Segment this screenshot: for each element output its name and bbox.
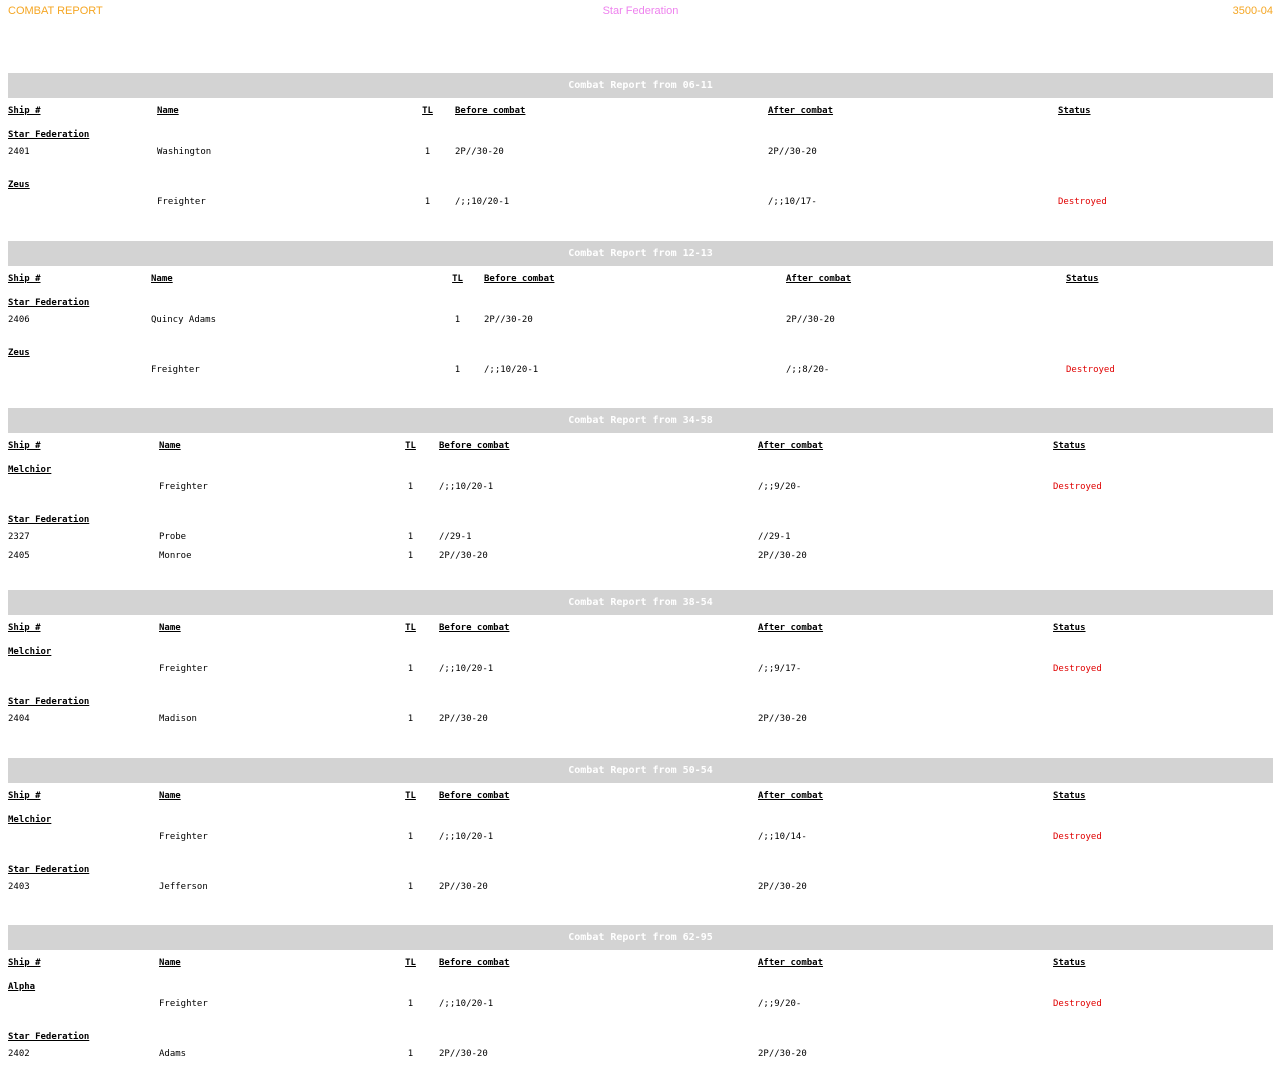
cell-status: Destroyed [1053,832,1102,842]
faction-name: Star Federation [8,298,90,308]
spacer-row [8,332,1273,342]
spacer-cell [8,332,1273,342]
cell-status: Destroyed [1053,482,1102,492]
cell-after: /;;9/20- [758,999,802,1009]
cell-after: 2P//30-20 [758,714,807,724]
column-header-before: Before combat [439,958,510,968]
cell-before: /;;10/20-1 [455,197,510,207]
cell-before: 2P//30-20 [439,714,488,724]
table-row [8,992,1273,1016]
faction-name: Star Federation [8,1032,90,1042]
cell-ship: 2404 [8,714,30,724]
table-row [8,140,1273,164]
cell-ship: 2405 [8,551,30,561]
report-title: Combat Report from 50-54 [8,758,1273,783]
cell-after: 2P//30-20 [768,147,817,157]
cell-ship: 2403 [8,882,30,892]
faction-name: Star Federation [8,697,90,707]
faction-name: Star Federation [8,865,90,875]
spacer-row [8,499,1273,509]
table-header-row [8,266,1273,292]
table-header-row [8,615,1273,641]
cell-tl: 1 [424,197,431,207]
cell-before: 2P//30-20 [439,882,488,892]
faction-row [8,691,1273,707]
report-title: Combat Report from 34-58 [8,408,1273,433]
cell-name: Freighter [159,664,208,674]
faction-title: Star Federation [602,5,679,17]
cell-status: Destroyed [1053,999,1102,1009]
cell-before: /;;10/20-1 [439,482,494,492]
column-header-before: Before combat [439,791,510,801]
cell-tl: 1 [407,882,414,892]
cell-before: /;;10/20-1 [439,664,494,674]
faction-name: Zeus [8,348,30,358]
cell-ship: 2406 [8,315,30,325]
spacer-cell [8,849,1273,859]
cell-status [1053,525,1273,549]
cell-before: 2P//30-20 [439,1049,488,1059]
cell-after: 2P//30-20 [758,551,807,561]
cell-name: Freighter [157,197,206,207]
cell-tl: 1 [407,532,414,542]
cell-after: /;;10/14- [758,832,807,842]
faction-row [8,292,1273,308]
cell-tl: 1 [407,551,414,561]
table-header-row [8,98,1273,124]
cell-ship [8,358,151,382]
cell-status: Destroyed [1058,197,1107,207]
column-header-tl: TL [405,958,416,968]
cell-ship [8,190,157,214]
table-row [8,1042,1273,1066]
combat-table [8,783,1273,899]
column-header-after: After combat [768,106,834,116]
report-title: Combat Report from 62-95 [8,925,1273,950]
table-header-row [8,433,1273,459]
faction-name: Star Federation [8,130,90,140]
column-header-ship: Ship # [8,958,41,968]
faction-name: Melchior [8,815,52,825]
page-header [8,5,1273,21]
cell-tl: 1 [454,315,461,325]
cell-ship [8,825,159,849]
cell-tl: 1 [424,147,431,157]
column-header-ship: Ship # [8,274,41,284]
cell-name: Washington [157,147,212,157]
cell-tl: 1 [407,999,414,1009]
faction-row [8,174,1273,190]
column-header-tl: TL [422,106,433,116]
cell-ship: 2401 [8,147,30,157]
cell-name: Freighter [159,999,208,1009]
cell-ship: 2402 [8,1049,30,1059]
column-header-tl: TL [405,791,416,801]
cell-name: Quincy Adams [151,315,217,325]
cell-tl: 1 [407,832,414,842]
faction-name: Alpha [8,982,36,992]
column-header-ship: Ship # [8,106,41,116]
cell-name: Monroe [159,551,192,561]
column-header-name: Name [159,958,181,968]
cell-status [1053,1042,1273,1066]
table-row [8,657,1273,681]
cell-after: /;;10/17- [768,197,817,207]
column-header-before: Before combat [484,274,555,284]
table-row [8,190,1273,214]
cell-ship [8,657,159,681]
cell-after: 2P//30-20 [758,1049,807,1059]
table-row [8,308,1273,332]
cell-name: Probe [159,532,187,542]
column-header-status: Status [1066,274,1099,284]
cell-status [1058,140,1273,164]
column-header-after: After combat [758,623,824,633]
faction-row [8,124,1273,140]
table-header-row [8,783,1273,809]
report-title: Combat Report from 12-13 [8,241,1273,266]
column-header-before: Before combat [439,441,510,451]
combat-report [8,241,1273,382]
column-header-status: Status [1053,791,1086,801]
cell-after: //29-1 [758,532,791,542]
combat-report [8,73,1273,214]
spacer-cell [8,164,1273,174]
cell-status [1053,549,1273,563]
faction-row [8,809,1273,825]
table-row [8,707,1273,731]
column-header-ship: Ship # [8,441,41,451]
cell-ship [8,475,159,499]
column-header-after: After combat [786,274,852,284]
cell-tl: 1 [407,482,414,492]
table-row [8,525,1273,549]
faction-name: Zeus [8,180,30,190]
cell-status: Destroyed [1066,365,1115,375]
cell-after: 2P//30-20 [786,315,835,325]
table-row [8,549,1273,563]
combat-report [8,408,1273,563]
column-header-status: Status [1058,106,1091,116]
cell-status [1053,707,1273,731]
cell-after: /;;9/20- [758,482,802,492]
column-header-ship: Ship # [8,791,41,801]
table-row [8,875,1273,899]
combat-table [8,615,1273,731]
cell-tl: 1 [407,1049,414,1059]
spacer-row [8,849,1273,859]
cell-tl: 1 [407,664,414,674]
cell-after: 2P//30-20 [758,882,807,892]
cell-name: Madison [159,714,197,724]
spacer-cell [8,1016,1273,1026]
report-title: Combat Report from 38-54 [8,590,1273,615]
cell-name: Adams [159,1049,187,1059]
combat-table [8,950,1273,1066]
cell-tl: 1 [454,365,461,375]
cell-before: /;;10/20-1 [439,832,494,842]
faction-row [8,976,1273,992]
report-title: Combat Report from 06-11 [8,73,1273,98]
cell-name: Freighter [159,832,208,842]
cell-status [1066,308,1273,332]
faction-row [8,459,1273,475]
column-header-name: Name [159,441,181,451]
faction-name: Melchior [8,647,52,657]
spacer-cell [8,681,1273,691]
combat-table [8,266,1273,382]
faction-row [8,342,1273,358]
cell-status: Destroyed [1053,664,1102,674]
turn-number: 3500-04 [1232,5,1273,17]
combat-report [8,925,1273,1066]
combat-table [8,98,1273,214]
table-row [8,358,1273,382]
column-header-before: Before combat [455,106,526,116]
cell-after: /;;8/20- [786,365,830,375]
faction-row [8,1026,1273,1042]
column-header-before: Before combat [439,623,510,633]
spacer-row [8,164,1273,174]
spacer-cell [8,499,1273,509]
column-header-tl: TL [405,441,416,451]
column-header-after: After combat [758,441,824,451]
cell-status [1053,875,1273,899]
column-header-status: Status [1053,441,1086,451]
cell-before: /;;10/20-1 [484,365,539,375]
column-header-status: Status [1053,958,1086,968]
faction-name: Star Federation [8,515,90,525]
faction-row [8,859,1273,875]
combat-report [8,590,1273,731]
column-header-after: After combat [758,958,824,968]
column-header-name: Name [159,623,181,633]
cell-name: Freighter [159,482,208,492]
cell-before: 2P//30-20 [455,147,504,157]
cell-tl: 1 [407,714,414,724]
cell-after: /;;9/17- [758,664,802,674]
combat-report [8,758,1273,899]
column-header-name: Name [151,274,173,284]
column-header-status: Status [1053,623,1086,633]
column-header-name: Name [159,791,181,801]
cell-name: Freighter [151,365,200,375]
spacer-row [8,1016,1273,1026]
column-header-tl: TL [405,623,416,633]
cell-ship: 2327 [8,532,30,542]
cell-name: Jefferson [159,882,208,892]
faction-row [8,509,1273,525]
cell-before: //29-1 [439,532,472,542]
report-type-label: COMBAT REPORT [8,5,103,17]
column-header-name: Name [157,106,179,116]
faction-row [8,641,1273,657]
cell-ship [8,992,159,1016]
combat-table [8,433,1273,563]
column-header-tl: TL [452,274,463,284]
faction-name: Melchior [8,465,52,475]
table-row [8,475,1273,499]
column-header-ship: Ship # [8,623,41,633]
cell-before: /;;10/20-1 [439,999,494,1009]
cell-before: 2P//30-20 [484,315,533,325]
cell-before: 2P//30-20 [439,551,488,561]
table-header-row [8,950,1273,976]
column-header-after: After combat [758,791,824,801]
spacer-row [8,681,1273,691]
table-row [8,825,1273,849]
